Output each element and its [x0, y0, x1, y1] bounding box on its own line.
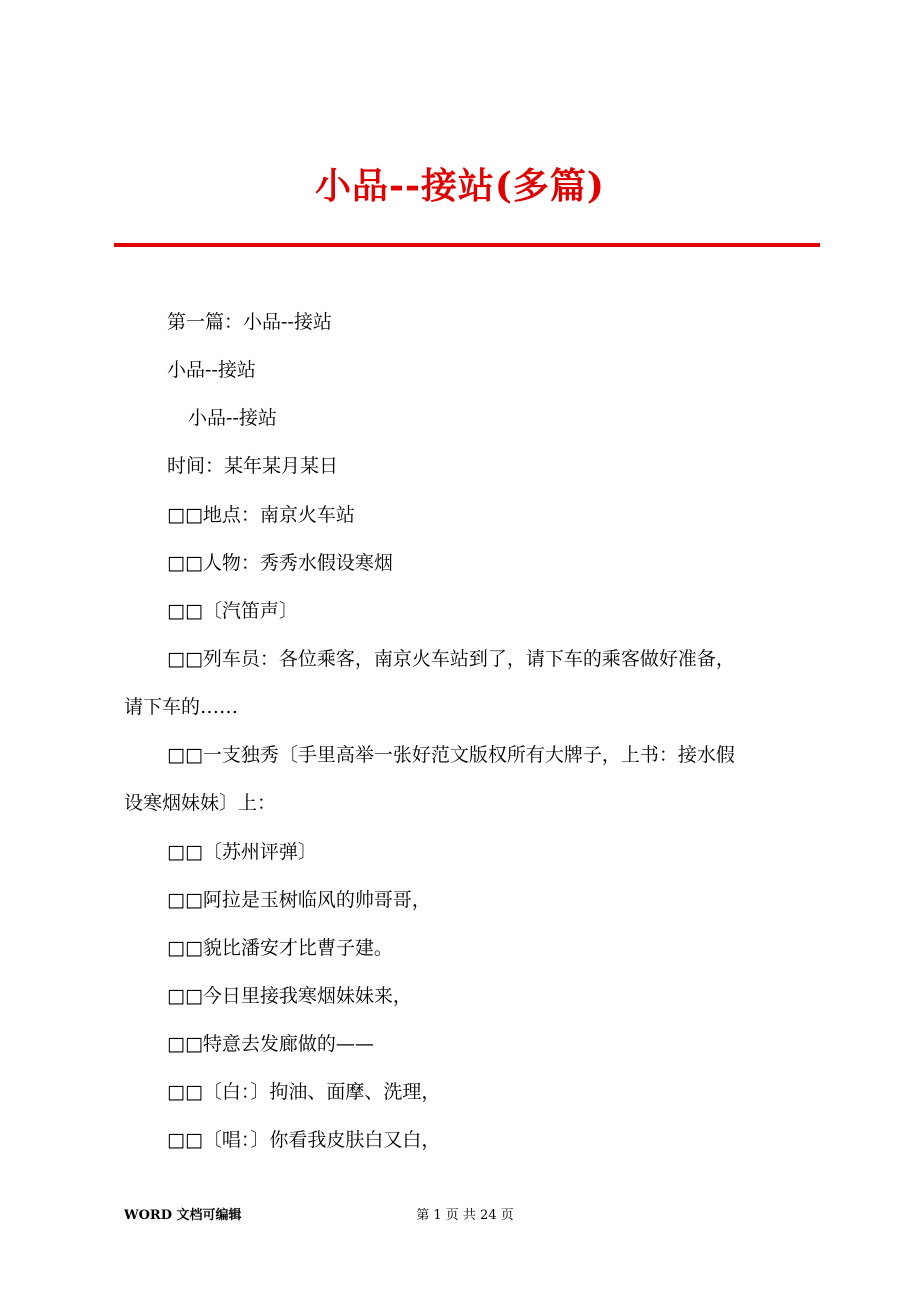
body-line: □□貌比潘安才比曹子建。	[167, 937, 393, 959]
body-line: □□〔唱：〕你看我皮肤白又白，	[167, 1129, 441, 1151]
footer-page-number: 第 1 页 共 24 页	[416, 1208, 514, 1223]
body-line: □□〔白：〕拘油、面摩、洗理，	[167, 1081, 441, 1103]
body-line: □□特意去发廊做的——	[167, 1033, 374, 1055]
body-line: □□地点：南京火车站	[167, 504, 355, 526]
body-line: □□〔苏州评弹〕	[167, 841, 317, 863]
body-line: 小品--接站	[167, 359, 256, 381]
body-line: □□今日里接我寒烟妹妹来，	[167, 985, 412, 1007]
body-line: 请下车的……	[124, 696, 239, 718]
body-line: □□阿拉是玉树临风的帅哥哥，	[167, 889, 431, 911]
title-underline-rule	[114, 243, 820, 247]
body-line: □□人物：秀秀水假设寒烟	[167, 552, 393, 574]
body-line: □□〔汽笛声〕	[167, 600, 298, 622]
document-title: 小品--接站(多篇)	[315, 165, 605, 207]
body-line: 小品--接站	[188, 407, 277, 429]
body-line: □□列车员：各位乘客，南京火车站到了，请下车的乘客做好准备，	[167, 648, 735, 670]
footer-editable-note: WORD 文档可编辑	[124, 1208, 242, 1223]
body-line: 时间：某年某月某日	[167, 455, 339, 477]
body-line: 设寒烟妹妹〕上：	[124, 792, 277, 814]
body-line: 第一篇：小品--接站	[167, 311, 332, 333]
body-line: □□一支独秀〔手里高举一张好范文版权所有大牌子，上书：接水假	[167, 744, 735, 766]
